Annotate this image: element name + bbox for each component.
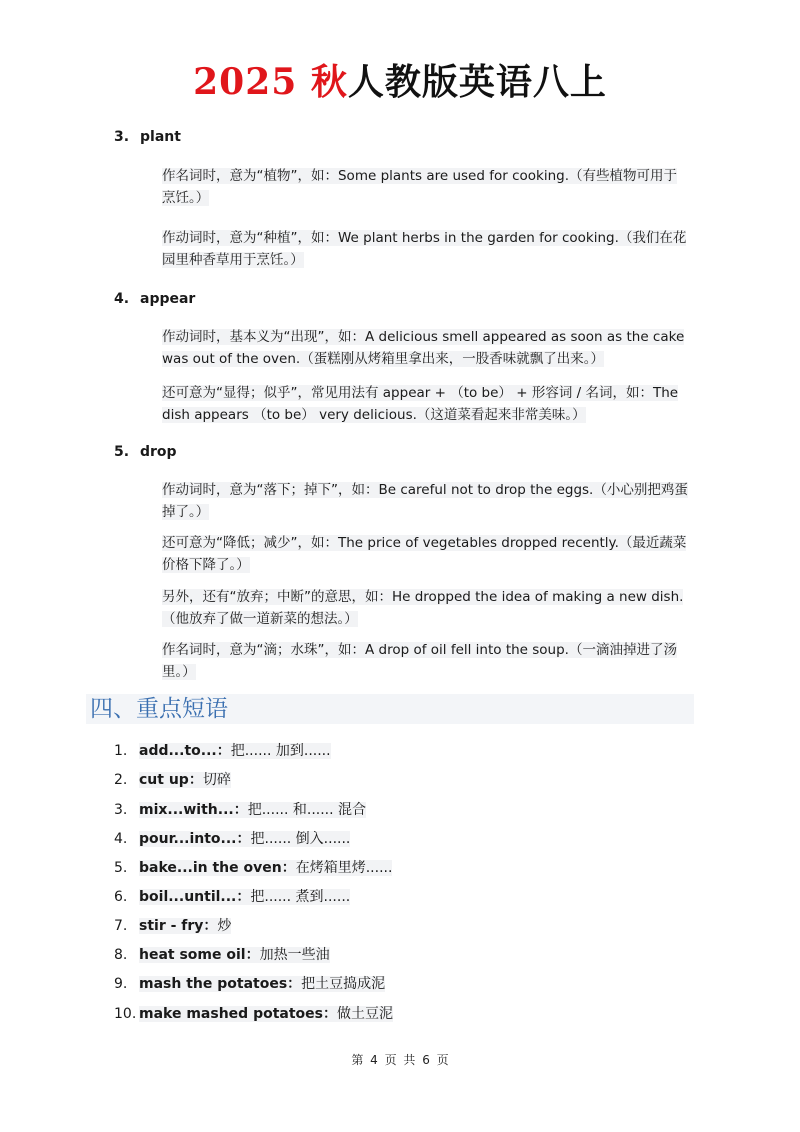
phrase-english: boil...until...：	[139, 889, 251, 905]
phrase-number: 10.	[114, 1006, 137, 1022]
phrase-number: 3.	[114, 802, 128, 818]
section-heading: 四、重点短语	[86, 694, 694, 724]
phrase-english: cut up：	[139, 772, 203, 788]
phrase-item	[114, 741, 331, 761]
phrase-chinese: 把...... 倒入......	[250, 831, 351, 847]
word-paragraph	[162, 586, 690, 630]
phrase-number: 4.	[114, 831, 128, 847]
phrase-number: 8.	[114, 947, 128, 963]
paragraph-text: 另外，还有“放弃；中断”的意思，如：He dropped the idea of making a new dish.（他放弃了做一道新菜的想法。）	[162, 589, 684, 627]
phrase-item	[114, 887, 350, 907]
word-paragraph	[162, 639, 690, 683]
phrase-item	[114, 974, 385, 994]
word-paragraph	[162, 326, 690, 370]
word-number: 4.	[114, 291, 130, 307]
phrase-chinese: 把...... 煮到......	[250, 889, 351, 905]
phrase-chinese: 做土豆泥	[336, 1006, 393, 1022]
paragraph-text: 作动词时，基本义为“出现”，如：A delicious smell appeared as soon as the cake was out of the oven.（蛋糕刚从烤箱里拿出来，一股香味就飘了出来。）	[162, 329, 685, 367]
word-heading-appear	[114, 289, 195, 309]
phrase-english: pour...into...：	[139, 831, 251, 847]
phrase-english: stir - fry：	[139, 918, 218, 934]
paragraph-text: 还可意为“显得；似乎”，常见用法有 appear + （to be） + 形容词 / 名词，如：The dish appears （to be） very delicious.（这道菜看起来非常美味。）	[162, 385, 679, 423]
phrase-english: heat some oil：	[139, 947, 260, 963]
word-paragraph	[162, 382, 690, 426]
page-number: 第 4 页 共 6 页	[351, 1053, 449, 1067]
title-year: 2025 秋	[193, 61, 348, 103]
word-number: 5.	[114, 444, 130, 460]
phrase-number: 9.	[114, 976, 128, 992]
word-number: 3.	[114, 129, 130, 145]
word-heading-plant	[114, 127, 181, 147]
word-label: drop	[140, 444, 177, 460]
phrase-chinese: 切碎	[202, 772, 231, 788]
phrase-number: 5.	[114, 860, 128, 876]
phrase-chinese: 在烤箱里烤......	[295, 860, 393, 876]
phrase-number: 6.	[114, 889, 128, 905]
phrase-number: 1.	[114, 743, 128, 759]
word-label: plant	[140, 129, 181, 145]
phrase-english: mash the potatoes：	[139, 976, 302, 992]
phrase-item	[114, 829, 350, 849]
word-paragraph	[162, 165, 690, 209]
word-paragraph	[162, 227, 690, 271]
phrase-chinese: 把...... 和...... 混合	[247, 802, 367, 818]
phrase-chinese: 把土豆捣成泥	[301, 976, 386, 992]
word-label: appear	[140, 291, 196, 307]
phrase-english: bake...in the oven：	[139, 860, 296, 876]
paragraph-text: 还可意为“降低；减少”，如：The price of vegetables dropped recently.（最近蔬菜价格下降了。）	[162, 535, 687, 573]
phrase-english: make mashed potatoes：	[139, 1006, 337, 1022]
phrase-number: 7.	[114, 918, 128, 934]
phrase-item	[114, 858, 392, 878]
phrase-number: 2.	[114, 772, 128, 788]
title-text: 人教版英语八上	[347, 61, 607, 103]
word-paragraph	[162, 479, 690, 523]
phrase-english: mix...with...：	[139, 802, 248, 818]
phrase-chinese: 把...... 加到......	[230, 743, 331, 759]
phrase-english: add...to...：	[139, 743, 231, 759]
phrase-item	[114, 945, 330, 965]
phrase-item	[114, 770, 231, 790]
paragraph-text: 作名词时，意为“植物”，如：Some plants are used for cooking.（有些植物可用于烹饪。）	[162, 168, 677, 206]
phrase-chinese: 炒	[217, 918, 232, 934]
paragraph-text: 作动词时，意为“种植”，如：We plant herbs in the garden for cooking.（我们在花园里种香草用于烹饪。）	[162, 230, 687, 268]
page-title	[0, 58, 800, 106]
paragraph-text: 作动词时，意为“落下；掉下”，如：Be careful not to drop the eggs.（小心别把鸡蛋掉了。）	[162, 482, 688, 520]
phrase-item	[114, 916, 231, 936]
word-heading-drop	[114, 442, 177, 462]
phrase-item	[114, 1004, 393, 1024]
phrase-chinese: 加热一些油	[259, 947, 330, 963]
phrase-item	[114, 800, 366, 820]
paragraph-text: 作名词时，意为“滴；水珠”，如：A drop of oil fell into the soup.（一滴油掉进了汤里。）	[162, 642, 677, 680]
word-paragraph	[162, 532, 690, 576]
